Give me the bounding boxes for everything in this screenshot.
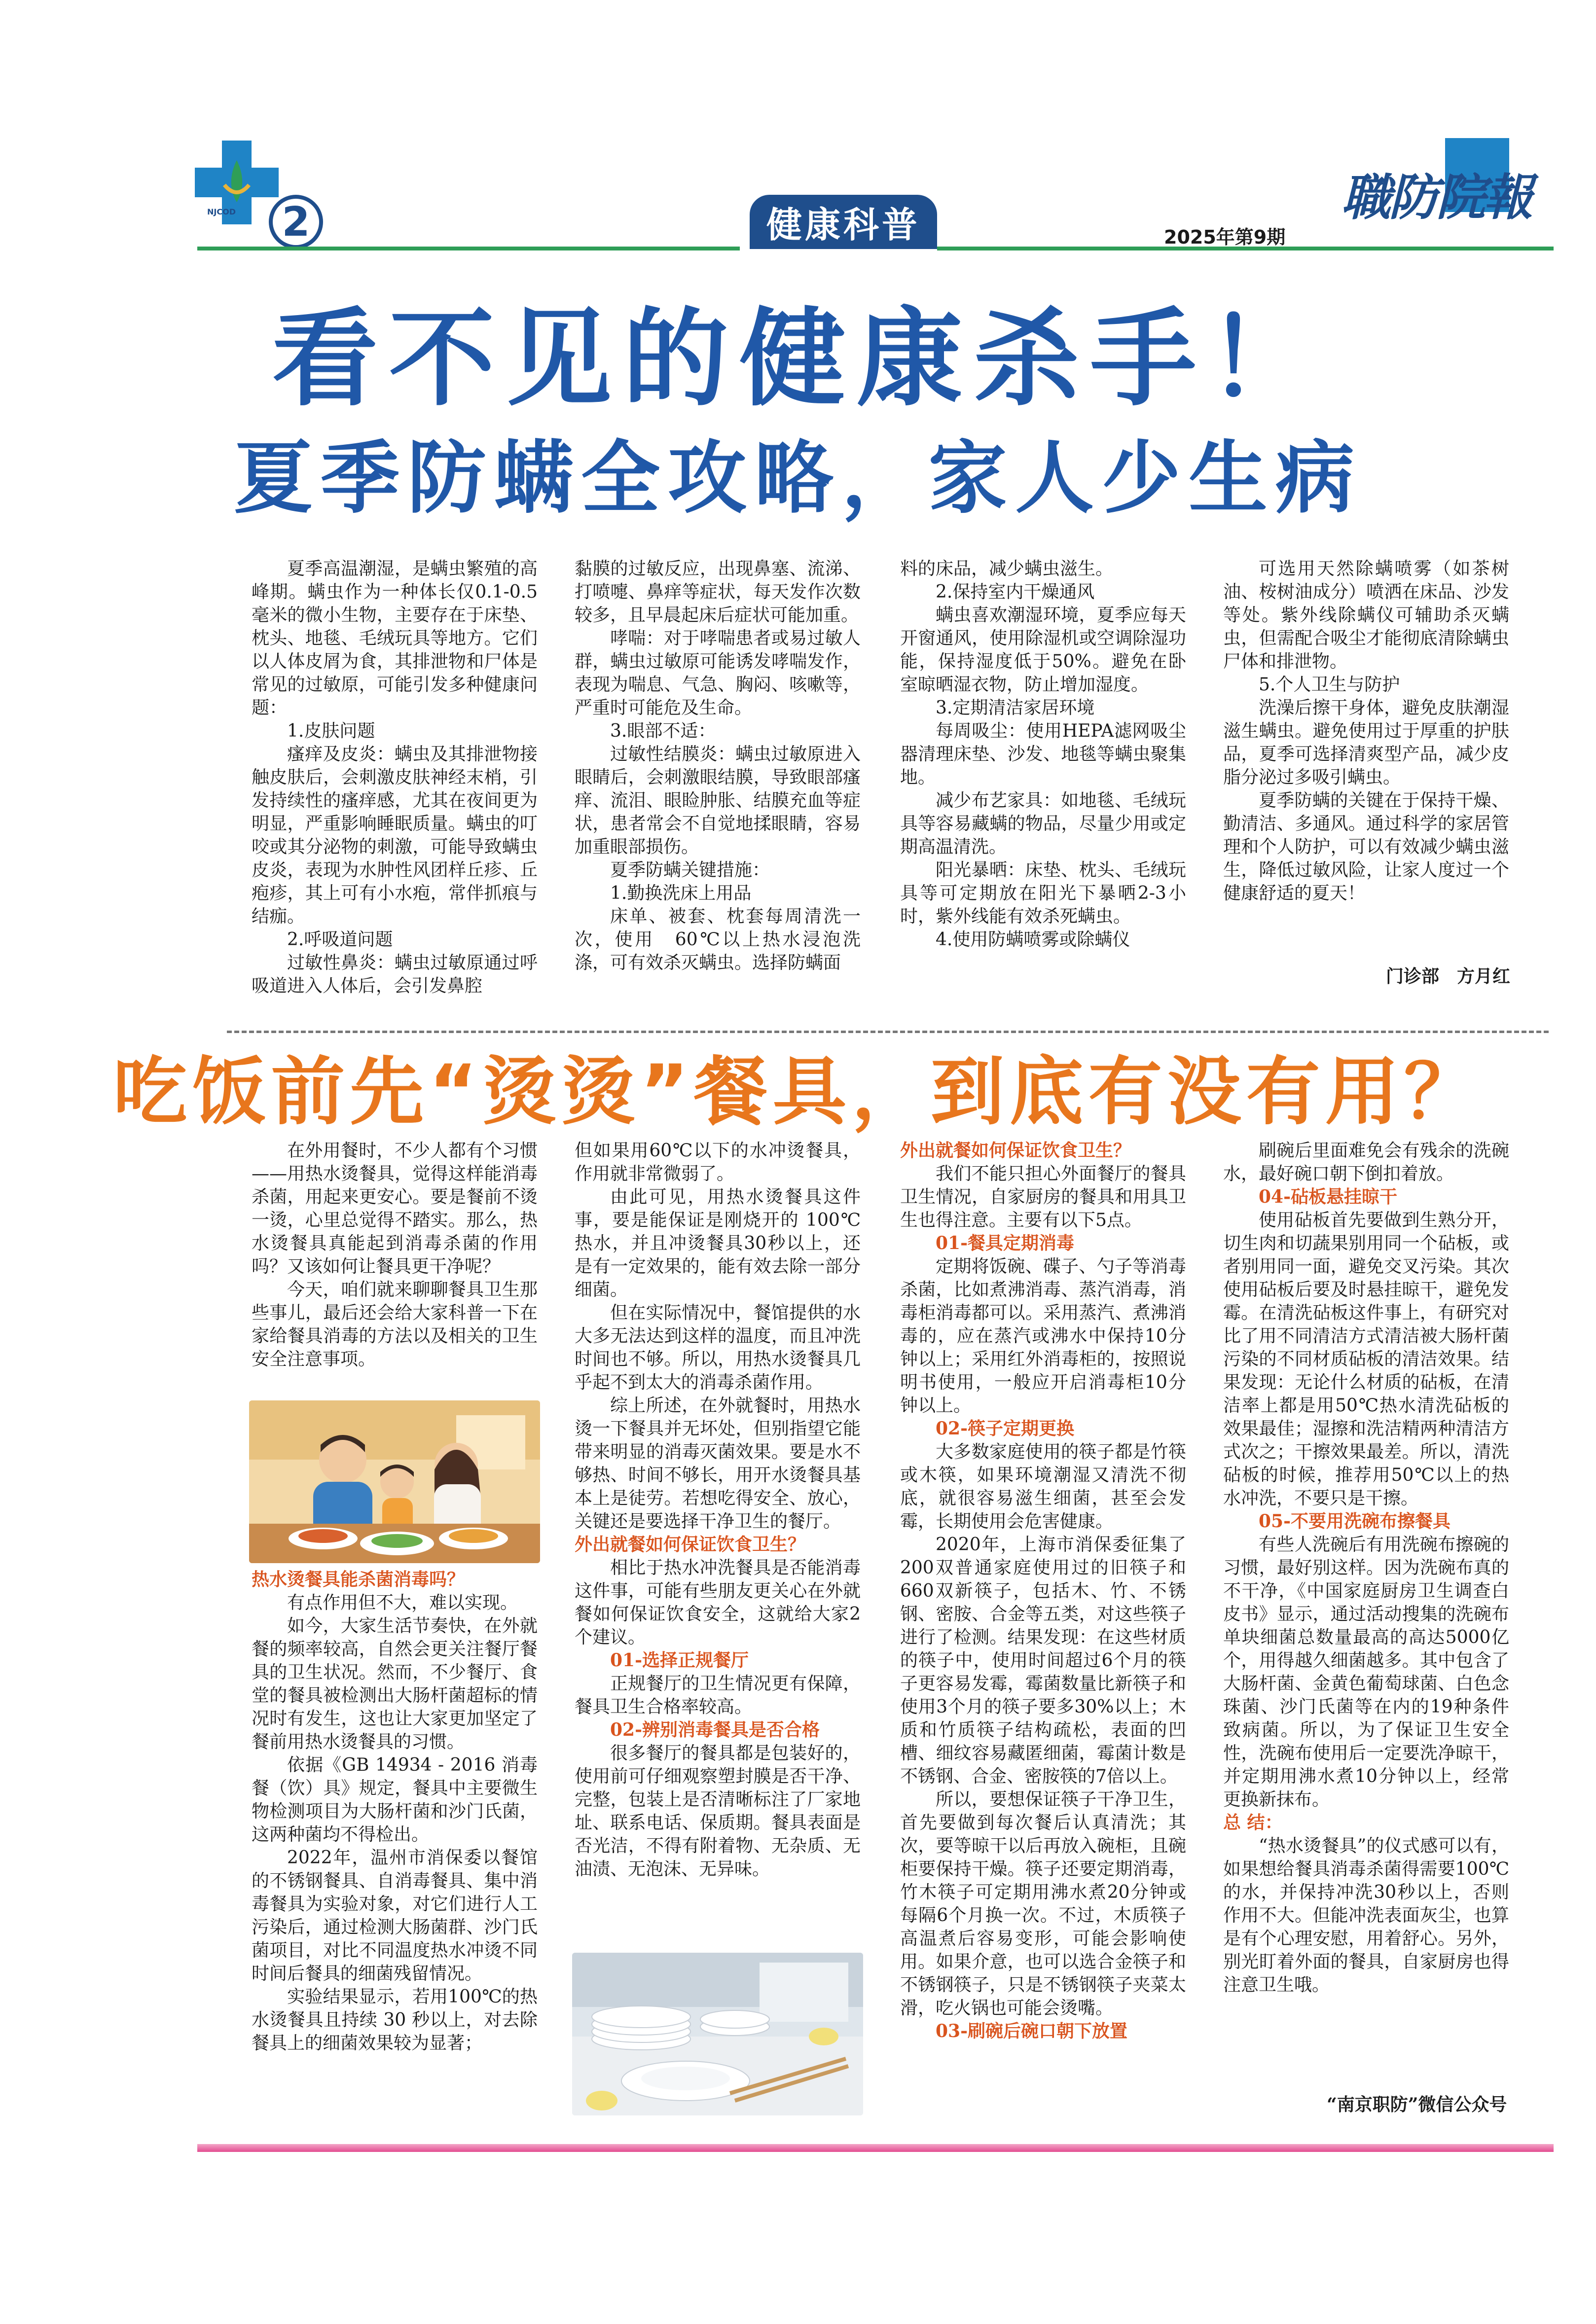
paragraph: 在外用餐时，不少人都有个习惯——用热水烫餐具，觉得这样能消毒杀菌，用起来更安心。要是餐前不烫一烫，心里总觉得不踏实。那么，热水烫餐具真能起到消毒杀菌的作用吗？又该如何让餐具更干净呢？	[252, 1141, 538, 1277]
paragraph: 依据《GB 14934 - 2016 消毒餐（饮）具》规定，餐具中主要微生物检测项目为大肠杆菌和沙门氏菌，这两种菌均不得检出。	[252, 1755, 538, 1845]
subheading: 外出就餐如何保证饮食卫生？	[575, 1534, 806, 1555]
paragraph: 4.使用防螨喷雾或除螨仪	[936, 930, 1130, 950]
section-divider	[227, 1031, 1549, 1033]
paragraph: 所以，要想保证筷子干净卫生，首先要做到每次餐后认真清洗；其次，要等晾干以后再放入碗柜，且碗柜要保持干燥。筷子还要定期消毒，竹木筷子可定期用沸水煮20分钟或每隔6个月换一次。不过，木质筷子高温煮后容易变形，可能会影响使用。如果介意，也可以选合金筷子和不锈钢筷子，只是不锈钢筷子夹菜太滑，吃火锅也可能会烫嘴。	[900, 1789, 1186, 2018]
article2-col1-top	[252, 1139, 538, 1371]
subheading: 外出就餐如何保证饮食卫生？	[900, 1140, 1131, 1161]
subheading: 04-砧板悬挂晾干	[1259, 1186, 1398, 1207]
paragraph: 1.皮肤问题	[287, 721, 375, 741]
paragraph: 5.个人卫生与防护	[1259, 675, 1400, 695]
paragraph: 床单、被套、枕套每周清洗一次，使用 60℃以上热水浸泡洗涤，可有效杀灭螨虫。选择防螨面	[575, 906, 861, 973]
paragraph: 定期将饭碗、碟子、勺子等消毒杀菌，比如煮沸消毒、蒸汽消毒，消毒柜消毒都可以。采用蒸汽、煮沸消毒的，应在蒸汽或沸水中保持10分钟以上；采用红外消毒柜的，按照说明书使用，一般应开启消毒柜10分钟以上。	[900, 1256, 1186, 1416]
article1-col3	[900, 557, 1186, 951]
subheading: 03-刷碗后碗口朝下放置	[936, 2021, 1128, 2041]
paragraph: “热水烫餐具”的仪式感可以有，如果想给餐具消毒杀菌得需要100℃的水，并保持冲洗30秒以上，否则作用不大。但能冲洗表面灰尘，也算是有个心理安慰，用着舒心。另外，别光盯着外面的餐具，自家厨房也得注意卫生哦。	[1223, 1836, 1509, 1995]
paragraph: 阳光暴晒：床垫、枕头、毛绒玩具等可定期放在阳光下暴晒2-3小时，紫外线能有效杀死螨虫。	[900, 860, 1186, 927]
article2-col4	[1223, 1139, 1509, 1997]
paragraph: 2.保持室内干燥通风	[936, 582, 1095, 602]
subheading: 05-不要用洗碗布擦餐具	[1259, 1511, 1451, 1532]
paragraph: 过敏性结膜炎：螨虫过敏原进入眼睛后，会刺激眼结膜，导致眼部瘙痒、流泪、眼睑肿胀、结膜充血等症状，患者常会不自觉地揉眼睛，容易加重眼部损伤。	[575, 744, 861, 857]
paragraph: 相比于热水冲洗餐具是否能消毒这件事，可能有些朋友更关心在外就餐如何保证饮食安全，这就给大家2个建议。	[575, 1558, 861, 1647]
paragraph: 使用砧板首先要做到生熟分开，切生肉和切蔬果别用同一个砧板，或者别用同一面，避免交叉污染。其次使用砧板后要及时悬挂晾干，避免发霉。在清洗砧板这件事上，有研究对比了用不同清洁方式清洁被大肠杆菌污染的不同材质砧板的清洁效果。结果发现：无论什么材质的砧板，在清洁率上都是用50℃热水清洗砧板的效果最佳；湿擦和洗洁精两种清洁方式次之；干擦效果最差。所以，清洗砧板的时候，推荐用50℃以上的热水冲洗，不要只是干擦。	[1223, 1210, 1509, 1508]
footer-rule	[197, 2144, 1554, 2152]
paragraph: 但如果用60℃以下的水冲烫餐具，作用就非常微弱了。	[575, 1141, 861, 1184]
paragraph: 2022年，温州市消保委以餐馆的不锈钢餐具、自消毒餐具、集中消毒餐具为实验对象，对它们进行人工污染后，通过检测大肠菌群、沙门氏菌项目，对比不同温度热水冲烫不同时间后餐具的细菌残留情况。	[252, 1848, 538, 1984]
issue-number: 2025年第9期	[1164, 226, 1286, 248]
paragraph: 今天，咱们就来聊聊餐具卫生那些事儿，最后还会给大家科普一下在家给餐具消毒的方法以及相关的卫生安全注意事项。	[252, 1280, 538, 1369]
paragraph: 减少布艺家具：如地毯、毛绒玩具等容易藏螨的物品，尽量少用或定期高温清洗。	[900, 790, 1186, 857]
paragraph: 有些人洗碗后有用洗碗布擦碗的习惯，最好别这样。因为洗碗布真的不干净，《中国家庭厨房卫生调查白皮书》显示，通过活动搜集的洗碗布单块细菌总数量最高的高达5000亿个，用得越久细菌越多。其中包含了大肠杆菌、金黄色葡萄球菌、白色念珠菌、沙门氏菌等在内的19种条件致病菌。所以，为了保证卫生安全性，洗碗布使用后一定要洗净晾干，并定期用沸水煮10分钟以上，经常更换新抹布。	[1223, 1535, 1509, 1810]
masthead: 職防院報	[1342, 168, 1531, 226]
paragraph: 正规餐厅的卫生情况更有保障，餐具卫生合格率较高。	[575, 1674, 861, 1717]
clean-dishes-photo	[572, 1953, 863, 2115]
paragraph: 螨虫喜欢潮湿环境，夏季应每天开窗通风，使用除湿机或空调除湿功能，保持湿度低于50%。避免在卧室晾晒湿衣物，防止增加湿度。	[900, 605, 1186, 695]
article1-signature: 门诊部 方月红	[1386, 966, 1511, 987]
paragraph: 哮喘：对于哮喘患者或易过敏人群，螨虫过敏原可能诱发哮喘发作，表现为喘息、气急、胸闷、咳嗽等，严重时可能危及生命。	[575, 628, 861, 718]
article2-col1-bottom	[252, 1568, 538, 2055]
subheading: 02-筷子定期更换	[936, 1418, 1075, 1439]
paragraph: 由此可见，用热水烫餐具这件事，要是能保证是刚烧开的 100℃热水，并且冲烫餐具30秒以上，还是有一定效果的，能有效去除一部分细菌。	[575, 1187, 861, 1300]
paragraph: 1.勤换洗床上用品	[610, 883, 752, 903]
paragraph: 瘙痒及皮炎：螨虫及其排泄物接触皮肤后，会刺激皮肤神经末梢，引发持续性的瘙痒感，尤其在夜间更为明显，严重影响睡眠质量。螨虫的叮咬或其分泌物的刺激，可能导致螨虫皮炎，表现为水肿性风团样丘疹、丘疱疹，其上可有小水疱，常伴抓痕与结痂。	[252, 744, 538, 927]
paragraph: 有点作用但不大，难以实现。	[287, 1593, 518, 1613]
family-meal-illustration	[249, 1400, 540, 1563]
paragraph: 2020年，上海市消保委征集了200双普通家庭使用过的旧筷子和660双新筷子，包括木、竹、不锈钢、密胺、合金等五类，对这些筷子进行了检测。结果发现：在这些材质的筷子中，使用时间超过6个月的筷子更容易发霉，霉菌数量比新筷子和使用3个月的筷子要多30%以上；木质和竹质筷子结构疏松，表面的凹槽、细纹容易藏匿细菌，霉菌计数是不锈钢、合金、密胺筷的7倍以上。	[900, 1535, 1186, 1787]
paragraph: 黏膜的过敏反应，出现鼻塞、流涕、打喷嚏、鼻痒等症状，每天发作次数较多，且早晨起床后症状可能加重。	[575, 559, 861, 625]
paragraph: 3.定期清洁家居环境	[936, 698, 1095, 718]
paragraph: 如今，大家生活节奏快，在外就餐的频率较高，自然会更关注餐厅餐具的卫生状况。然而，不少餐厅、食堂的餐具被检测出大肠杆菌超标的情况时有发生，这也让大家更加坚定了餐前用热水烫餐具的习惯。	[252, 1616, 538, 1752]
paragraph: 每周吸尘：使用HEPA滤网吸尘器清理床垫、沙发、地毯等螨虫聚集地。	[900, 721, 1186, 787]
paragraph: 我们不能只担心外面餐厅的餐具卫生情况，自家厨房的餐具和用具卫生也得注意。主要有以下5点。	[900, 1164, 1186, 1230]
summary-label: 总 结：	[1223, 1812, 1283, 1833]
header-rule-left	[197, 247, 740, 250]
paragraph: 3.眼部不适：	[610, 721, 716, 741]
paragraph: 刷碗后里面难免会有残余的洗碗水，最好碗口朝下倒扣着放。	[1223, 1141, 1509, 1184]
paragraph: 可选用天然除螨喷雾（如茶树油、桉树油成分）喷洒在床品、沙发等处。紫外线除螨仪可辅助杀灭螨虫，但需配合吸尘才能彻底清除螨虫尸体和排泄物。	[1223, 559, 1509, 672]
paragraph: 夏季高温潮湿，是螨虫繁殖的高峰期。螨虫作为一种体长仅0.1-0.5毫米的微小生物，主要存在于床垫、枕头、地毯、毛绒玩具等地方。它们以人体皮屑为食，其排泄物和尸体是常见的过敏原，可能引发多种健康问题：	[252, 559, 538, 718]
article1-subtitle: 夏季防螨全攻略，家人少生病	[233, 432, 1362, 524]
paragraph: 实验结果显示，若用100℃的热水烫餐具且持续 30 秒以上，对去除餐具上的细菌效果较为显著；	[252, 1987, 538, 2053]
paragraph: 夏季防螨的关键在于保持干燥、勤清洁、多通风。通过科学的家居管理和个人防护，可以有效减少螨虫滋生，降低过敏风险，让家人度过一个健康舒适的夏天！	[1223, 790, 1509, 903]
paragraph: 2.呼吸道问题	[287, 930, 393, 950]
article1-col2	[575, 557, 861, 974]
subheading: 01-选择正规餐厅	[610, 1650, 749, 1671]
logo-tag: NJCOD	[207, 207, 236, 216]
paragraph: 很多餐厅的餐具都是包装好的，使用前可仔细观察塑封膜是否干净、完整，包装上是否清晰标注了厂家地址、联系电话、保质期。餐具表面是否光洁，不得有附着物、无杂质、无油渍、无泡沫、无异味。	[575, 1743, 861, 1879]
article2-source: “南京职防”微信公众号	[1327, 2094, 1507, 2115]
subheading: 01-餐具定期消毒	[936, 1233, 1075, 1253]
paragraph: 料的床品，减少螨虫滋生。	[900, 559, 1114, 579]
paragraph: 大多数家庭使用的筷子都是竹筷或木筷，如果环境潮湿又清洗不彻底，就很容易滋生细菌，甚至会发霉，长期使用会危害健康。	[900, 1442, 1186, 1532]
article2-title: 吃饭前先“烫烫”餐具，到底有没有用？	[113, 1049, 1483, 1135]
article2-col2	[575, 1139, 861, 1881]
paragraph: 但在实际情况中，餐馆提供的水大多无法达到这样的温度，而且冲洗时间也不够。所以，用热水烫餐具几乎起不到太大的消毒杀菌作用。	[575, 1303, 861, 1393]
page-number: 2	[269, 195, 323, 249]
section-tab: 健康科普	[750, 195, 937, 249]
paragraph: 过敏性鼻炎：螨虫过敏原通过呼吸道进入人体后，会引发鼻腔	[252, 953, 538, 996]
paragraph: 综上所述，在外就餐时，用热水烫一下餐具并无坏处，但别指望它能带来明显的消毒灭菌效果。要是水不够热、时间不够长，用开水烫餐具基本上是徒劳。若想吃得安全、放心，关键还是要选择干净卫生的餐厅。	[575, 1395, 861, 1532]
article2-col3	[900, 1139, 1186, 2043]
paragraph: 洗澡后擦干身体，避免皮肤潮湿滋生螨虫。避免使用过于厚重的护肤品，夏季可选择清爽型产品，减少皮脂分泌过多吸引螨虫。	[1223, 698, 1509, 787]
article1-col1	[252, 557, 538, 998]
article1-title: 看不见的健康杀手！	[272, 297, 1324, 421]
subheading: 热水烫餐具能杀菌消毒吗？	[252, 1569, 465, 1590]
article1-col4	[1223, 557, 1509, 905]
paragraph: 夏季防螨关键措施：	[610, 860, 770, 880]
subheading: 02-辨别消毒餐具是否合格	[610, 1719, 820, 1740]
